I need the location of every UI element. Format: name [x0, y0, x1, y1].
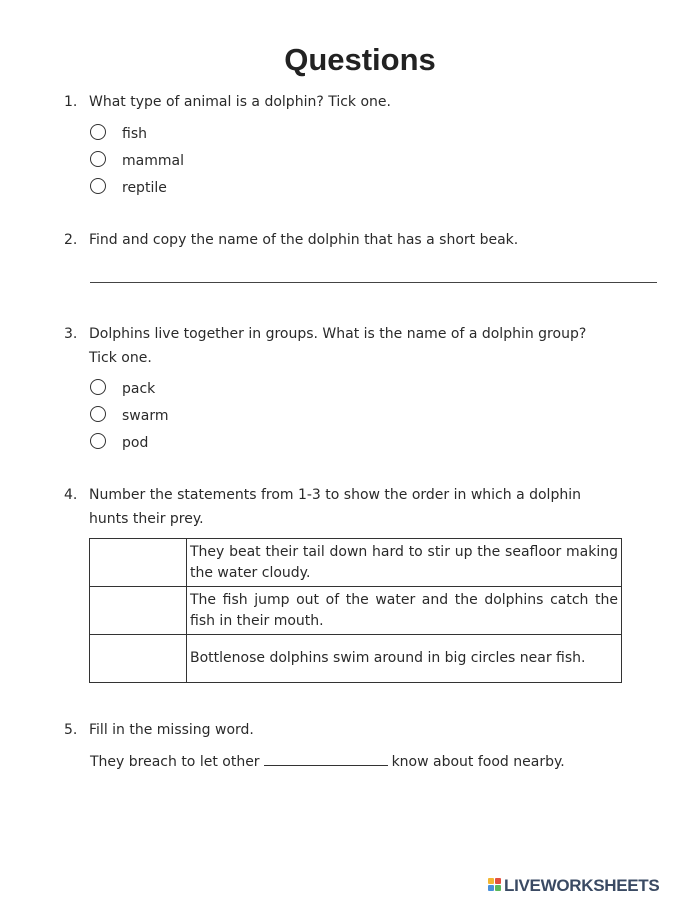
sentence-start: They breach to let other [90, 754, 260, 770]
question-text: What type of animal is a dolphin? Tick one. [89, 94, 391, 110]
radio-button[interactable] [90, 178, 106, 194]
page-title: Questions [284, 42, 436, 77]
radio-button[interactable] [90, 124, 106, 140]
radio-button[interactable] [90, 151, 106, 167]
liveworksheets-logo-icon [488, 878, 502, 892]
question-text-continued: hunts their prey. [89, 511, 204, 527]
question-text-continued: Tick one. [89, 350, 152, 366]
radio-button[interactable] [90, 433, 106, 449]
option-label: fish [122, 126, 147, 142]
question-1 [64, 90, 391, 114]
brand-logo [488, 876, 659, 896]
table-row [90, 587, 622, 635]
question-4 [64, 483, 581, 531]
question-5 [64, 718, 254, 742]
question-number: 5. [64, 722, 78, 738]
question-number: 4. [64, 487, 78, 503]
question-number: 3. [64, 326, 78, 342]
question-text: Fill in the missing word. [89, 722, 254, 738]
question-2 [64, 228, 518, 252]
q3-option-swarm[interactable] [90, 404, 168, 428]
option-label: pod [122, 435, 149, 451]
question-3 [64, 322, 586, 370]
option-label: pack [122, 381, 156, 397]
order-number-cell[interactable] [90, 635, 187, 683]
option-label: reptile [122, 180, 167, 196]
statement-cell: Bottlenose dolphins swim around in big circles near fish. [187, 635, 622, 683]
question-text: Find and copy the name of the dolphin that has a short beak. [89, 232, 519, 248]
q2-answer-line[interactable] [90, 281, 657, 283]
option-label: mammal [122, 153, 184, 169]
order-number-cell[interactable] [90, 539, 187, 587]
missing-word-blank[interactable] [264, 751, 388, 766]
question-number: 1. [64, 94, 78, 110]
question-text: Dolphins live together in groups. What is the name of a dolphin group? [89, 326, 587, 342]
option-label: swarm [122, 408, 169, 424]
brand-name: LIVEWORKSHEETS [504, 876, 660, 895]
q1-option-reptile[interactable] [90, 176, 167, 200]
radio-button[interactable] [90, 406, 106, 422]
q3-option-pack[interactable] [90, 377, 155, 401]
question-text: Number the statements from 1-3 to show the order in which a dolphin [89, 487, 581, 503]
order-table [89, 538, 622, 683]
radio-button[interactable] [90, 379, 106, 395]
statement-cell: The fish jump out of the water and the dolphins catch the fish in their mouth. [187, 587, 622, 635]
q1-option-mammal[interactable] [90, 149, 184, 173]
question-number: 2. [64, 232, 78, 248]
fill-in-sentence [90, 750, 565, 774]
q3-option-pod[interactable] [90, 431, 148, 455]
q1-option-fish[interactable] [90, 122, 147, 146]
order-number-cell[interactable] [90, 587, 187, 635]
statement-cell: They beat their tail down hard to stir up the seafloor making the water cloudy. [187, 539, 622, 587]
table-row [90, 635, 622, 683]
sentence-end: know about food nearby. [391, 754, 565, 770]
table-row [90, 539, 622, 587]
